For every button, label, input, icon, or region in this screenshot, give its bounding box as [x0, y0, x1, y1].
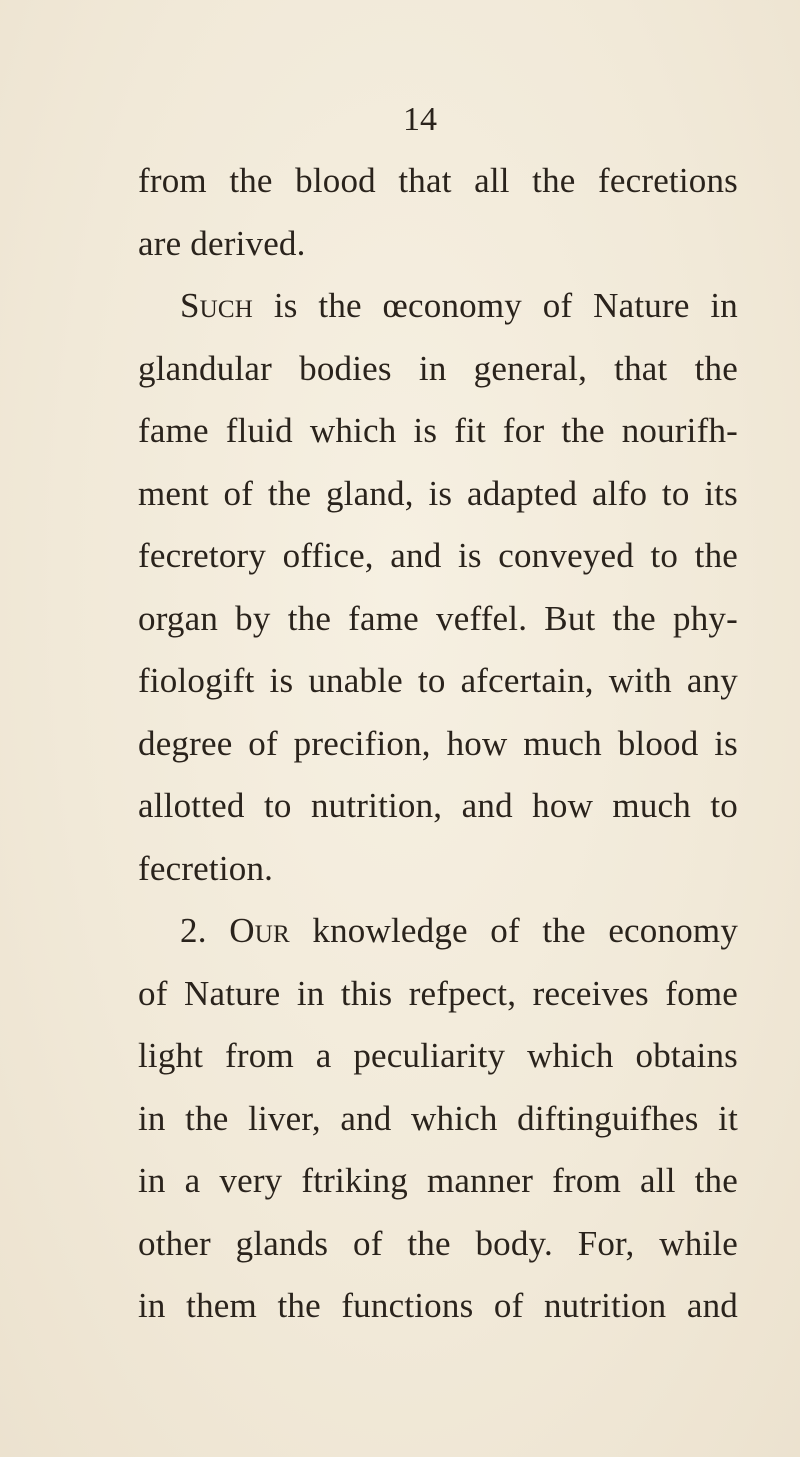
- text-line-2: are derived.: [138, 223, 306, 263]
- text-line-15: light from a peculiarity which obtains: [138, 1036, 738, 1075]
- text-line-12: fecretion.: [138, 848, 274, 888]
- text-line-17: in a very ftriking manner from all the: [138, 1161, 738, 1200]
- text-line-3: [138, 275, 738, 338]
- page-number: 14: [403, 101, 437, 138]
- paragraph-number: 2.: [180, 911, 207, 950]
- text-line-11: allotted to nutrition, and how much to: [138, 786, 738, 825]
- text-line-4: glandular bodies in general, that the: [138, 348, 738, 388]
- text-line-9: fiologift is unable to afcertain, with any: [138, 661, 738, 700]
- text-line-1: from the blood that all the fecretions: [138, 161, 738, 200]
- text-line-6: ment of the gland, is adapted alfo to its: [138, 473, 738, 513]
- text-line-13-rest: knowledge of the economy: [312, 911, 739, 950]
- text-line-14: of Nature in this refpect, receives fome: [138, 973, 738, 1013]
- paragraph-lead-word-2: Our: [229, 911, 290, 950]
- text-line-16: in the liver, and which diftinguifhes it: [138, 1098, 738, 1138]
- text-line-19: in them the functions of nutrition and: [138, 1286, 738, 1325]
- body-text: [138, 150, 738, 1338]
- paragraph-lead-word: Such: [180, 286, 254, 325]
- text-line-5: fame fluid which is fit for the nourifh-: [138, 411, 738, 450]
- text-line-18: other glands of the body. For, while: [138, 1223, 738, 1263]
- text-line-8: organ by the fame veffel. But the phy-: [138, 598, 738, 638]
- text-line-13: [138, 900, 738, 963]
- text-line-10: degree of precifion, how much blood is: [138, 723, 738, 763]
- text-line-7: fecretory office, and is conveyed to the: [138, 536, 738, 575]
- text-line-3-rest: is the œconomy of Nature in: [273, 286, 738, 325]
